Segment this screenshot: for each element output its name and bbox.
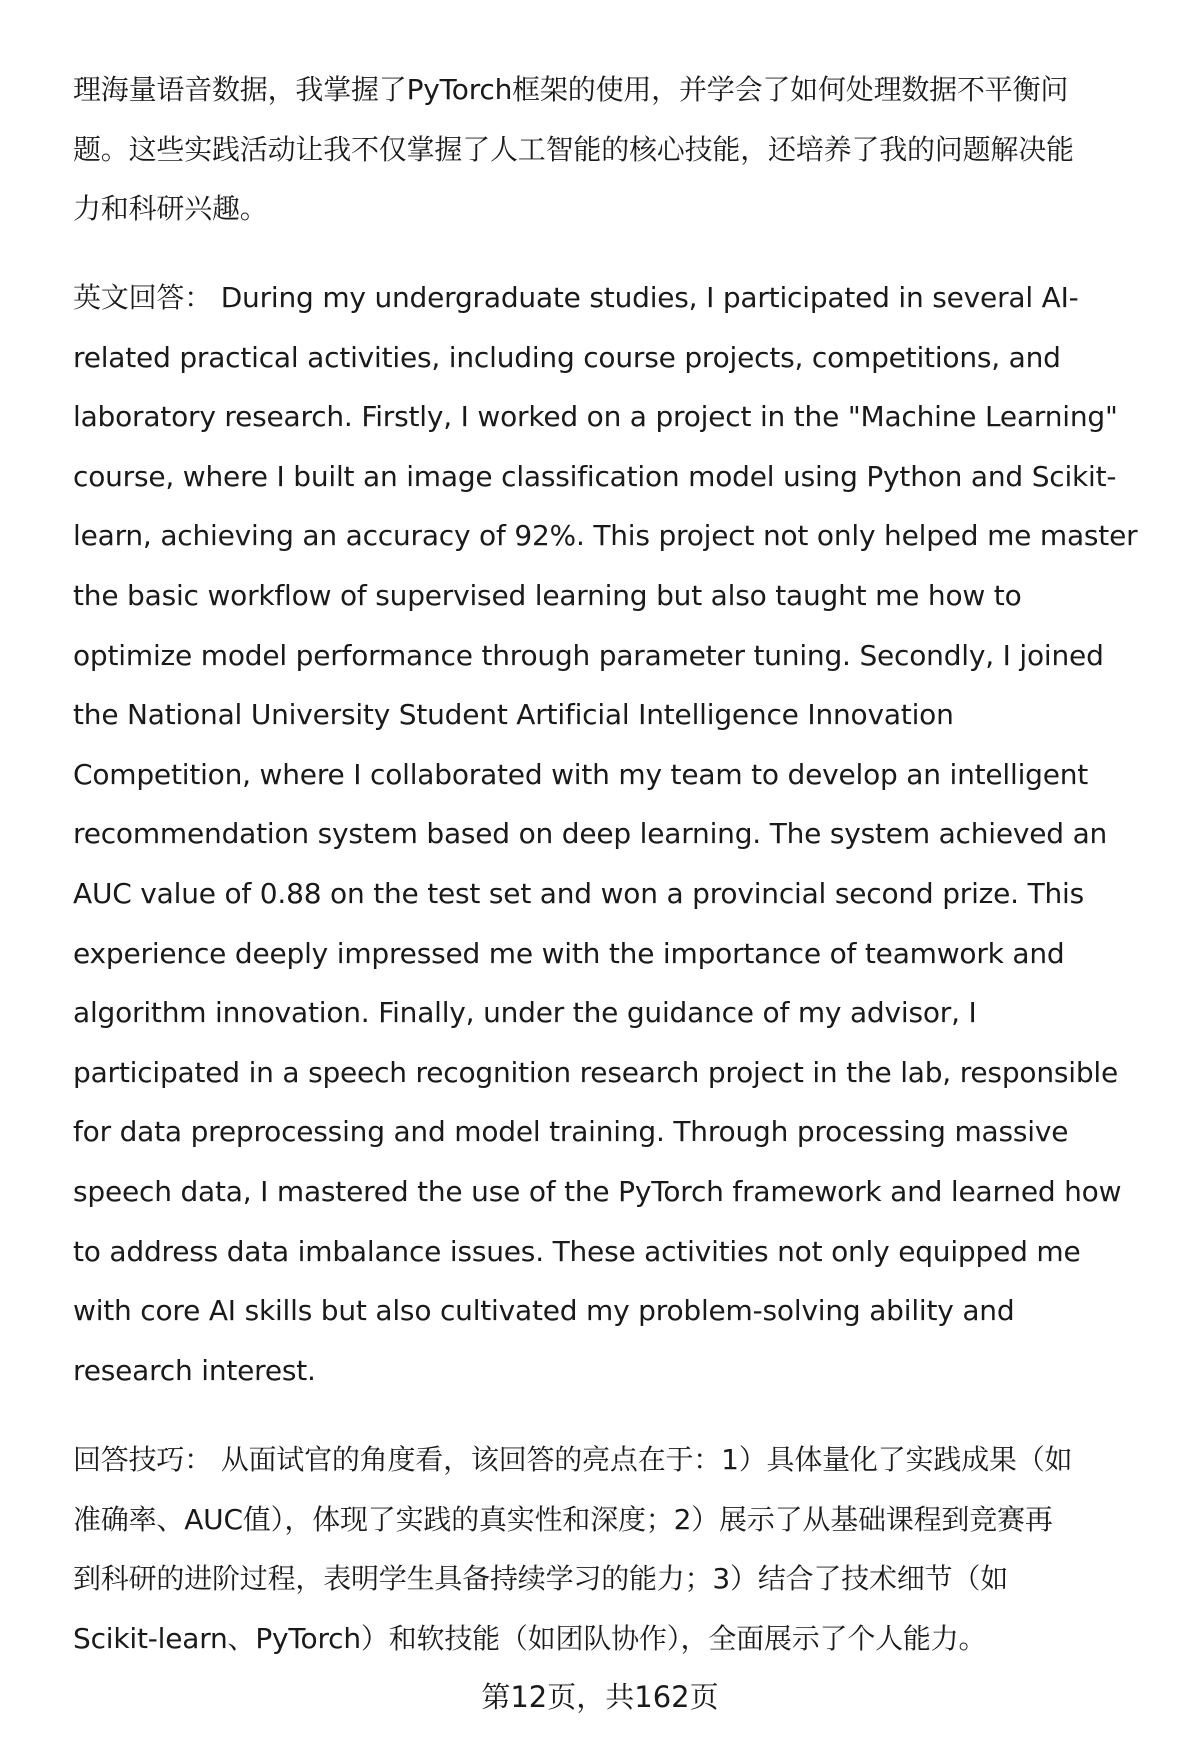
text-line: for data preprocessing and model training. Through processing massive xyxy=(73,1115,1069,1149)
text-line: algorithm innovation. Finally, under the guidance of my advisor, I xyxy=(73,996,977,1030)
text-line: laboratory research. Firstly, I worked on a project in the "Machine Learning" xyxy=(73,400,1118,434)
text-line: course, where I built an image classification model using Python and Scikit- xyxy=(73,459,1117,493)
text-line: optimize model performance through parameter tuning. Secondly, I joined xyxy=(73,638,1104,672)
text-line: speech data, I mastered the use of the PyTorch framework and learned how xyxy=(73,1174,1122,1208)
text-line: 理海量语音数据，我掌握了PyTorch框架的使用，并学会了如何处理数据不平衡问 xyxy=(73,73,1069,106)
text-line: the basic workflow of supervised learning but also taught me how to xyxy=(73,578,1022,612)
text-line: 回答技巧： 从面试官的角度看，该回答的亮点在于：1）具体量化了实践成果（如 xyxy=(73,1443,1073,1476)
text-line: related practical activities, including course projects, competitions, and xyxy=(73,340,1061,374)
text-line: AUC value of 0.88 on the test set and won a provincial second prize. This xyxy=(73,876,1084,910)
text-line: with core AI skills but also cultivated my problem-solving ability and xyxy=(73,1294,1015,1328)
text-line: the National University Student Artificial Intelligence Innovation xyxy=(73,698,954,732)
page-number: 第12页，共162页 xyxy=(481,1680,719,1714)
text-line: to address data imbalance issues. These activities not only equipped me xyxy=(73,1234,1081,1268)
text-line: Scikit-learn、PyTorch）和软技能（如团队协作），全面展示了个人能力。 xyxy=(73,1621,987,1655)
text-line: 准确率、AUC值），体现了实践的真实性和深度；2）展示了从基础课程到竞赛再 xyxy=(73,1502,1053,1536)
text-line: experience deeply impressed me with the importance of teamwork and xyxy=(73,936,1065,970)
text-line: 到科研的进阶过程，表明学生具备持续学习的能力；3）结合了技术细节（如 xyxy=(73,1562,1009,1596)
english-answer-paragraph xyxy=(73,268,1163,1400)
text-line: 英文回答： During my undergraduate studies, I participated in several AI- xyxy=(73,281,1079,314)
text-line: recommendation system based on deep learning. The system achieved an xyxy=(73,817,1108,851)
text-line: learn, achieving an accuracy of 92%. This project not only helped me master xyxy=(73,519,1138,553)
text-line: 力和科研兴趣。 xyxy=(73,192,268,226)
text-line: Competition, where I collaborated with my team to develop an intelligent xyxy=(73,757,1089,791)
text-line: 题。这些实践活动让我不仅掌握了人工智能的核心技能，还培养了我的问题解决能 xyxy=(73,132,1074,166)
answer-tips-paragraph xyxy=(73,1430,1163,1668)
text-line: participated in a speech recognition research project in the lab, responsible xyxy=(73,1055,1119,1089)
chinese-answer-continuation xyxy=(73,60,1163,239)
text-line: research interest. xyxy=(73,1353,316,1387)
